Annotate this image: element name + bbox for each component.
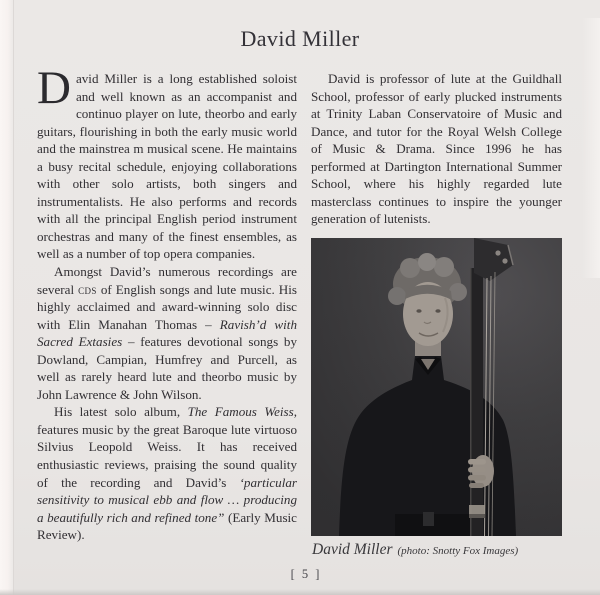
left-column — [37, 62, 297, 544]
david-miller-photo — [311, 238, 562, 536]
hand — [468, 455, 494, 488]
page-edge-right — [582, 18, 600, 278]
bio-paragraph-2: Amongst David’s numerous recordings are several CDs of English songs and lute music. His highly acclaimed and award-winning solo disc with Elin Manahan Thomas – Ravish’d with Sacred Extasies – features devotional songs by Dowland, Campian, Humfrey and Purcell, as well as rarely heard lute and theorbo music by John Lawrence & John Wilson. — [37, 264, 297, 402]
page-edge-left — [0, 0, 14, 595]
right-column — [311, 70, 562, 228]
face — [403, 282, 453, 346]
caption-name: David Miller — [312, 541, 393, 558]
bio-paragraph-1-text: avid Miller is a long established soloist and well known as an accompanist and continuo player on lute, theorbo and early guitars, flourishing in both the early music world and the mainstrea m musical scene. He maintains a busy recital schedule, enjoying collaborations with other solo artists, both singers and instrumentalists. He also performs and records with all the principal English period instrument orchestras and many of the finest ensembles, as well as a number of top opera companies. — [37, 71, 297, 262]
bio-paragraph-3: His latest solo album, The Famous Weiss, features music by the great Baroque lute virtuoso Silvius Leopold Weiss. It has received enthusiastic reviews, praising the sound quality of the recording and David’s ‘particular sensitivity to musical ebb and flow … producing a beautifully rich and refined tone” (Early Music Review). — [37, 404, 297, 543]
photo-caption — [312, 541, 518, 559]
page-edge-bottom — [0, 589, 600, 595]
photo-illustration — [311, 238, 562, 536]
page-number: [ 5 ] — [290, 567, 322, 581]
bio-paragraph-1 — [37, 62, 297, 263]
drop-cap: D — [37, 62, 71, 114]
page-title: David Miller — [240, 26, 360, 51]
bio-paragraph-4: David is professor of lute at the Guildhall School, professor of early plucked instruments at Trinity Laban Conservatoire of Music and Dance, and tutor for the Royal Welsh College of Music & Drama. Since 1996 he has performed at Dartington International Summer School, where his highly regarded lute masterclass continues to inspire the younger generation of lutenists. — [311, 71, 562, 227]
caption-credit: (photo: Snotty Fox Images) — [397, 545, 519, 557]
